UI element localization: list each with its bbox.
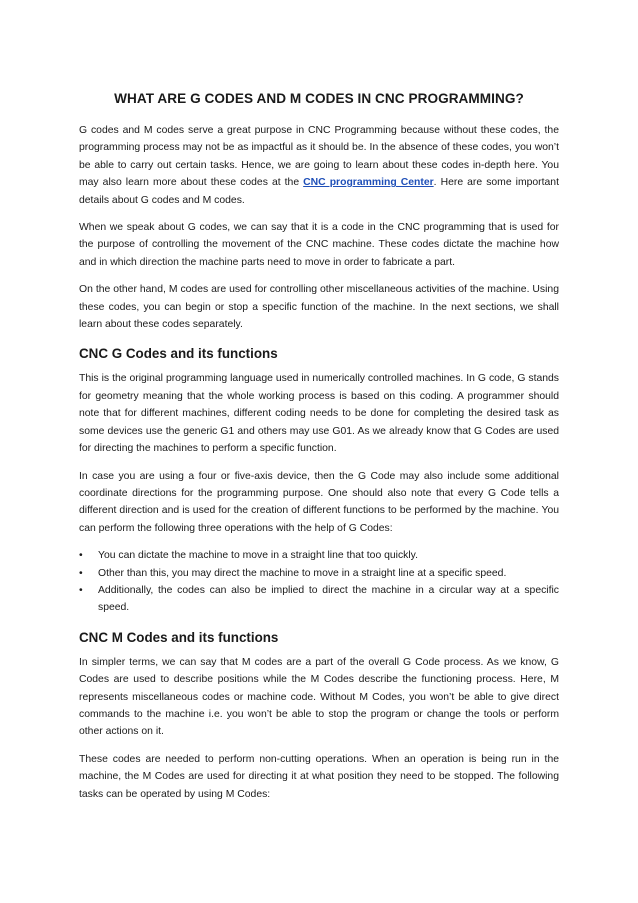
section-heading-g-codes: CNC G Codes and its functions (79, 346, 278, 362)
bullet-icon: • (79, 550, 83, 562)
m-codes-paragraph-2: These codes are needed to perform non-cutting operations. When an operation is being run in the machine, the M Codes are used for directing it at what position they need to be stopped. The following tasks can be operated by using M Codes: (79, 753, 559, 800)
page-title: WHAT ARE G CODES AND M CODES IN CNC PROGRAMMING? (114, 91, 524, 106)
intro-text-before-link: G codes and M codes serve a great purpose in CNC Programming because without these codes, the programming process may not be as impactful as it should be. In the absence of these codes, you won’t be able to carry out certain tasks. Hence, we are going to learn about these codes in-depth here. You may also learn more about these codes at the (79, 125, 559, 189)
cnc-programming-center-link[interactable]: CNC programming Center (303, 177, 434, 189)
g-codes-summary-paragraph: When we speak about G codes, we can say that it is a code in the CNC programming that is used for the purpose of controlling the movement of the CNC machine. These codes dictate the machine how and in which direction the machine parts need to move in order to fabricate a part. (79, 222, 559, 268)
m-codes-summary-paragraph: On the other hand, M codes are used for controlling other miscellaneous activities of the machine. Using these codes, you can begin or stop a specific function of the machine. In the next sections, we shall learn about these codes separately. (79, 284, 559, 331)
list-item-text: Additionally, the codes can also be implied to direct the machine in a circular way at a specific speed. (98, 584, 559, 614)
m-codes-paragraph-1: In simpler terms, we can say that M codes are a part of the overall G Code process. As we know, G Codes are used to describe positions while the M Codes describe the functioning process. Here, M represents miscellaneous codes or machine code. Without M Codes, you won’t be able to give direct commands to the machine i.e. you won’t be able to stop the program or change the tools or perform other actions on it. (79, 656, 559, 738)
bullet-icon: • (79, 567, 83, 579)
bullet-icon: • (79, 584, 83, 596)
g-codes-paragraph-1: This is the original programming language used in numerically controlled machines. In G code, G stands for geometry meaning that the whole working process is based on this coding. A programmer should note that for different machines, different coding needs to be done for completing the desired task as some devices use the generic G1 and others may use G01. As we already know that G Codes are used for directing the machines to perform a specific function. (79, 373, 559, 455)
list-item (79, 565, 559, 582)
list-item-text: You can dictate the machine to move in a straight line that too quickly. (98, 550, 418, 562)
list-item (79, 547, 559, 564)
list-item-text: Other than this, you may direct the machine to move in a straight line at a specific speed. (98, 567, 507, 579)
section-heading-m-codes: CNC M Codes and its functions (79, 629, 279, 645)
g-codes-paragraph-2: In case you are using a four or five-axis device, then the G Code may also include some additional coordinate directions for the programming purpose. One should also note that every G Code tells a different direction and is used for the creation of different functions to be performed by the machine. You can perform the following three operations with the help of G Codes: (79, 470, 559, 534)
intro-paragraph (79, 122, 559, 209)
intro-text-after-link: . Here are some important details about G codes and M codes. (79, 177, 559, 206)
list-item (79, 582, 559, 617)
g-codes-operations-list (79, 547, 559, 617)
